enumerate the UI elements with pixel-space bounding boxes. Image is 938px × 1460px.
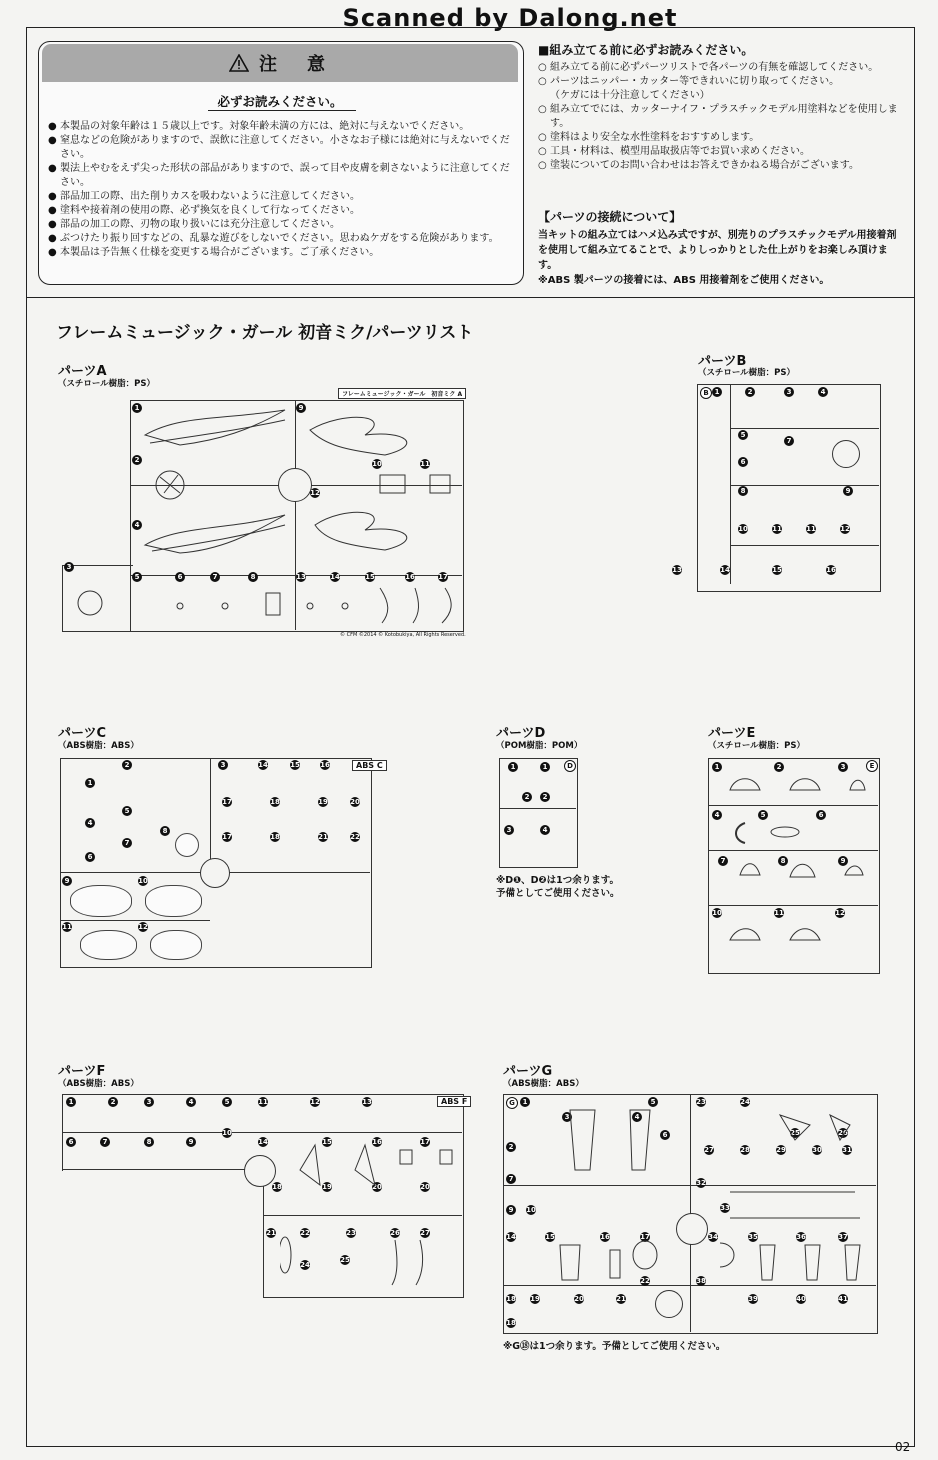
runner-g-gate-ring	[676, 1213, 708, 1245]
circle-bullet-icon: ○	[538, 132, 547, 143]
part-c-18b: 18	[270, 833, 280, 841]
part-g-6: 6	[660, 1130, 670, 1140]
runner-a-copyright: © CFM ©2014 © Kotobukiya, All Rights Reserved.	[340, 632, 466, 638]
read-first-item-text: 工具・材料は、模型用品取扱店等でお買い求めください。	[550, 146, 810, 157]
part-e-8: 8	[778, 856, 788, 866]
bullet-icon: ●	[48, 135, 57, 146]
runner-g-left-parts	[540, 1100, 680, 1320]
runner-c-abs: ABS	[356, 761, 375, 770]
runner-b-label: パーツB	[698, 354, 747, 369]
part-f-13: 13	[362, 1098, 372, 1106]
part-c-9: 9	[62, 876, 72, 886]
part-g-27: 27	[704, 1146, 714, 1154]
part-e-2: 2	[774, 762, 784, 772]
part-g-28: 28	[740, 1146, 750, 1154]
part-g-17: 17	[640, 1233, 650, 1241]
read-first-item-text: 組み立てる前に必ずパーツリストで各パーツの有無を確認してください。	[550, 62, 879, 73]
part-c-18: 18	[270, 798, 280, 806]
watermark: Scanned by Dalong.net	[342, 4, 678, 32]
runner-b-sprue-2	[730, 485, 879, 486]
part-a-10: 10	[372, 460, 382, 468]
part-a-15: 15	[365, 573, 375, 581]
part-a-9: 9	[296, 403, 306, 413]
read-first-item-text: 組み立てでには、カッターナイフ・プラスチックモデル用塗料などを使用します。	[550, 104, 898, 129]
runner-c-part-round	[175, 833, 199, 857]
runner-e-label: パーツE	[708, 726, 756, 741]
caution-title: 注 意	[259, 54, 331, 75]
part-b-2: 2	[745, 387, 755, 397]
connection-title: 【パーツの接続について】	[538, 210, 682, 224]
part-d-4: 4	[540, 825, 550, 835]
runner-a-hair-right-parts	[305, 405, 455, 575]
part-a-4: 4	[132, 520, 142, 530]
caution-subtitle: 必ずお読みください。	[217, 94, 343, 109]
part-f-26: 26	[390, 1229, 400, 1237]
part-c-5: 5	[122, 806, 132, 816]
runner-d-label: パーツD	[496, 726, 546, 741]
part-c-21: 21	[318, 833, 328, 841]
part-g-21: 21	[616, 1295, 626, 1303]
runner-c-gate-ring	[200, 858, 230, 888]
part-g-2: 2	[506, 1142, 516, 1152]
runner-c-material: （ABS樹脂：ABS）	[58, 741, 139, 751]
part-e-10: 10	[712, 909, 722, 917]
bullet-icon: ●	[48, 205, 57, 216]
part-f-19: 19	[322, 1183, 332, 1191]
runner-f-label: パーツF	[58, 1064, 106, 1079]
runner-f-abs: ABS	[441, 1097, 460, 1106]
part-d-2: 2	[522, 792, 532, 802]
runner-c-abs-tag	[352, 760, 387, 771]
part-g-19: 19	[530, 1295, 540, 1303]
part-f-11: 11	[258, 1098, 268, 1106]
part-g-10: 10	[526, 1206, 536, 1214]
part-a-14: 14	[330, 573, 340, 581]
part-c-17b: 17	[222, 833, 232, 841]
top-divider	[26, 297, 915, 298]
part-f-20b: 20	[420, 1183, 430, 1191]
part-b-1: 1	[712, 387, 722, 397]
caution-item	[48, 162, 514, 190]
part-g-14: 14	[506, 1233, 516, 1241]
part-f-4: 4	[186, 1097, 196, 1107]
warning-icon	[229, 54, 249, 72]
caution-item	[48, 232, 514, 246]
part-g-25: 25	[790, 1129, 800, 1137]
part-e-12: 12	[835, 909, 845, 917]
part-g-39: 39	[748, 1295, 758, 1303]
part-f-2: 2	[108, 1097, 118, 1107]
part-g-18: 18	[506, 1295, 516, 1303]
circle-bullet-icon: ○	[538, 146, 547, 157]
part-c-6: 6	[85, 852, 95, 862]
caution-header	[42, 44, 518, 82]
circle-bullet-icon: ○	[538, 104, 547, 115]
runner-c-label: パーツC	[58, 726, 107, 741]
runner-a-tag-text: フレームミュージック・ガール 初音ミク	[342, 391, 456, 398]
part-a-11: 11	[420, 460, 430, 468]
part-g-5: 5	[648, 1097, 658, 1107]
read-first-item	[538, 75, 898, 103]
runner-d-letter: D	[564, 760, 576, 772]
runner-d-material: （POM樹脂：POM）	[496, 741, 583, 751]
runner-c-part-11	[80, 930, 137, 960]
connection-note: ※ABS 製パーツの接着には、ABS 用接着剤をご使用ください。	[538, 275, 830, 286]
runner-b-sprue-1	[730, 428, 879, 429]
runner-f-material: （ABS樹脂：ABS）	[58, 1079, 139, 1089]
part-b-8: 8	[738, 486, 748, 496]
page-number: 02	[895, 1440, 911, 1454]
read-first-title: ■組み立てる前に必ずお読みください。	[538, 43, 754, 57]
connection-section	[538, 208, 898, 288]
part-c-8: 8	[160, 826, 170, 836]
runner-g-letter: G	[506, 1097, 518, 1109]
part-f-24: 24	[300, 1261, 310, 1269]
read-first-item	[538, 131, 898, 145]
part-c-14: 14	[258, 761, 268, 769]
runner-a-hair-left-parts	[140, 405, 290, 575]
caution-item-text: 本製品の対象年齢は１５歳以上です。対象年齢未満の方には、絶対に与えないでください。	[60, 121, 470, 132]
part-f-7: 7	[100, 1137, 110, 1147]
part-f-3: 3	[144, 1097, 154, 1107]
circle-bullet-icon: ○	[538, 160, 547, 171]
runner-b-letter: B	[700, 387, 712, 399]
part-f-17: 17	[420, 1138, 430, 1146]
part-b-12: 12	[840, 525, 850, 533]
part-g-32: 32	[696, 1179, 706, 1187]
part-f-15: 15	[322, 1138, 332, 1146]
part-f-8: 8	[144, 1137, 154, 1147]
part-a-1: 1	[132, 403, 142, 413]
part-g-36: 36	[796, 1233, 806, 1241]
part-g-7: 7	[506, 1174, 516, 1184]
part-f-23: 23	[346, 1229, 356, 1237]
part-e-4: 4	[712, 810, 722, 820]
part-a-7: 7	[210, 572, 220, 582]
part-c-20: 20	[350, 798, 360, 806]
runner-d-sprue	[499, 808, 576, 809]
part-b-11b: 11	[806, 525, 816, 533]
part-g-15: 15	[545, 1233, 555, 1241]
part-g-34: 34	[708, 1233, 718, 1241]
runner-c-letter: C	[376, 761, 383, 770]
part-c-1: 1	[85, 778, 95, 788]
part-e-7: 7	[718, 856, 728, 866]
part-a-5: 5	[132, 572, 142, 582]
runner-g-right-parts	[720, 1100, 870, 1320]
part-c-10: 10	[138, 877, 148, 885]
part-b-16: 16	[826, 566, 836, 574]
read-first-item	[538, 159, 898, 173]
runner-b-frame	[697, 384, 881, 592]
parts-list-title: フレームミュージック・ガール 初音ミク/パーツリスト	[56, 323, 474, 343]
part-e-11: 11	[774, 909, 784, 917]
part-b-14: 14	[720, 566, 730, 574]
part-d-1: 1	[508, 762, 518, 772]
part-g-41: 41	[838, 1295, 848, 1303]
part-b-9: 9	[843, 486, 853, 496]
runner-f-parts	[280, 1140, 455, 1290]
runner-e-material: （スチロール樹脂：PS）	[708, 741, 806, 751]
part-b-11: 11	[772, 525, 782, 533]
part-b-6: 6	[738, 457, 748, 467]
bullet-icon: ●	[48, 191, 57, 202]
part-b-10: 10	[738, 525, 748, 533]
caution-item	[48, 134, 514, 162]
part-c-12: 12	[138, 923, 148, 931]
part-g-4: 4	[632, 1112, 642, 1122]
part-g-1: 1	[520, 1097, 530, 1107]
caution-list	[48, 120, 514, 260]
part-f-25: 25	[340, 1256, 350, 1264]
part-g-16: 16	[600, 1233, 610, 1241]
runner-b-material: （スチロール樹脂：PS）	[698, 368, 796, 378]
read-first-list	[538, 61, 898, 173]
part-f-18: 18	[272, 1183, 282, 1191]
runner-c-part-12	[150, 930, 202, 960]
runner-b-sprue-3	[730, 545, 879, 546]
runner-c-part-9	[70, 885, 132, 917]
read-first-item-text: パーツはニッパー・カッター等できれいに切り取ってください。 （ケガには十分注意してください）	[550, 76, 840, 101]
part-g-35: 35	[748, 1233, 758, 1241]
read-first-item-text: 塗装についてのお問い合わせはお答えできかねる場合がございます。	[550, 160, 859, 171]
part-c-17: 17	[222, 798, 232, 806]
part-b-7: 7	[784, 436, 794, 446]
part-e-9: 9	[838, 856, 848, 866]
part-a-12: 12	[310, 489, 320, 497]
part-c-19: 19	[318, 798, 328, 806]
caution-item	[48, 246, 514, 260]
runner-c-part-10	[145, 885, 202, 917]
part-b-13: 13	[672, 566, 682, 574]
part-f-20: 20	[372, 1183, 382, 1191]
bullet-icon: ●	[48, 163, 57, 174]
part-f-21: 21	[266, 1229, 276, 1237]
runner-a-letter: A	[457, 391, 463, 398]
part-e-3: 3	[838, 762, 848, 772]
part-d-3: 3	[504, 825, 514, 835]
read-first-section	[538, 41, 898, 173]
runner-a-small-parts	[70, 578, 460, 628]
part-g-30: 30	[812, 1146, 822, 1154]
runner-e-parts	[725, 765, 870, 965]
part-f-9: 9	[186, 1137, 196, 1147]
part-g-3: 3	[562, 1112, 572, 1122]
runner-a-material: （スチロール樹脂：PS）	[58, 379, 156, 389]
runner-c-sprue-v	[210, 758, 211, 873]
runner-f-frame-step	[62, 1169, 263, 1170]
part-e-5: 5	[758, 810, 768, 820]
runner-a-tag	[338, 388, 466, 399]
part-g-18b: 18	[506, 1319, 516, 1327]
part-g-22: 22	[640, 1277, 650, 1285]
connection-body: 当キットの組み立てはハメ込み式ですが、別売りのプラスチックモデル用接着剤を使用して組み立てることで、よりしっかりとした仕上がりをお楽しみ頂けます。	[538, 230, 897, 271]
part-a-8: 8	[248, 572, 258, 582]
part-g-24: 24	[740, 1098, 750, 1106]
part-f-27: 27	[420, 1229, 430, 1237]
part-b-3: 3	[784, 387, 794, 397]
part-g-26: 26	[838, 1129, 848, 1137]
caution-item-text: 部品加工の際、出た削りカスを吸わないように注意してください。	[60, 191, 360, 202]
part-c-2: 2	[122, 760, 132, 770]
part-g-33: 33	[720, 1204, 730, 1212]
part-c-4: 4	[85, 818, 95, 828]
read-first-item-text: 塗料はより安全な水性塗料をおすすめします。	[550, 132, 760, 143]
part-c-3: 3	[218, 760, 228, 770]
part-f-22: 22	[300, 1229, 310, 1237]
caution-item-text: ぶつけたり振り回すなどの、乱暴な遊びをしないでください。思わぬケガをする危険があります。	[60, 233, 499, 244]
runner-d-note: ※D❶、D❷は1つ余ります。 予備としてご使用ください。	[496, 875, 620, 899]
part-a-17: 17	[438, 573, 448, 581]
bullet-icon: ●	[48, 219, 57, 230]
part-g-31: 31	[842, 1146, 852, 1154]
runner-g-label: パーツG	[503, 1064, 553, 1079]
part-a-2: 2	[132, 455, 142, 465]
part-g-23: 23	[696, 1098, 706, 1106]
part-g-37: 37	[838, 1233, 848, 1241]
caution-item-text: 窒息などの危険がありますので、誤飲に注意してください。小さなお子様には絶対に与えないでください。	[60, 135, 510, 160]
part-f-16: 16	[372, 1138, 382, 1146]
part-c-15: 15	[290, 761, 300, 769]
part-c-16: 16	[320, 761, 330, 769]
part-a-3: 3	[64, 562, 74, 572]
runner-g-material: （ABS樹脂：ABS）	[503, 1079, 584, 1089]
runner-b-ring-part	[832, 440, 860, 468]
part-f-1: 1	[66, 1097, 76, 1107]
part-g-38: 38	[696, 1277, 706, 1285]
part-a-6: 6	[175, 572, 185, 582]
part-d-1b: 1	[540, 762, 550, 772]
runner-f-sprue-1	[62, 1132, 462, 1133]
caution-item-text: 塗料や接着剤の使用の際、必ず換気を良くして行なってください。	[60, 205, 360, 216]
bullet-icon: ●	[48, 121, 57, 132]
circle-bullet-icon: ○	[538, 76, 547, 87]
part-d-2b: 2	[540, 792, 550, 802]
part-c-22: 22	[350, 833, 360, 841]
caution-subtitle-underline	[208, 110, 356, 111]
part-e-1: 1	[712, 762, 722, 772]
runner-e-letter: E	[866, 760, 878, 772]
caution-item-text: 部品の加工の際、刃物の取り扱いには充分注意してください。	[60, 219, 340, 230]
part-g-20: 20	[574, 1295, 584, 1303]
runner-f-abs-tag	[437, 1096, 471, 1107]
read-first-item	[538, 103, 898, 131]
part-a-13: 13	[296, 573, 306, 581]
part-f-12: 12	[310, 1098, 320, 1106]
runner-f-letter: F	[461, 1097, 468, 1106]
caution-item	[48, 120, 514, 134]
caution-item	[48, 190, 514, 204]
part-b-15: 15	[772, 566, 782, 574]
runner-g-note: ※G⑱は1つ余ります。予備としてご使用ください。	[503, 1341, 726, 1352]
runner-a-label: パーツA	[58, 364, 107, 379]
caution-item	[48, 204, 514, 218]
part-f-14: 14	[258, 1138, 268, 1146]
part-g-40: 40	[796, 1295, 806, 1303]
bullet-icon: ●	[48, 247, 57, 258]
part-f-6: 6	[66, 1137, 76, 1147]
caution-item-text: 本製品は予告無く仕様を変更する場合がございます。ご了承ください。	[60, 247, 380, 258]
read-first-item	[538, 61, 898, 75]
caution-item-text: 製法上やむをえず尖った形状の部品がありますので、誤って目や皮膚を刺さないように注意してください。	[60, 163, 510, 188]
part-e-6: 6	[816, 810, 826, 820]
bullet-icon: ●	[48, 233, 57, 244]
part-g-29: 29	[776, 1146, 786, 1154]
circle-bullet-icon: ○	[538, 62, 547, 73]
part-b-5: 5	[738, 430, 748, 440]
runner-d-frame	[499, 758, 578, 868]
part-a-16: 16	[405, 573, 415, 581]
part-f-5: 5	[222, 1097, 232, 1107]
part-c-7: 7	[122, 838, 132, 848]
runner-c-sprue-2	[60, 920, 210, 921]
caution-item	[48, 218, 514, 232]
part-b-4: 4	[818, 387, 828, 397]
part-g-9: 9	[506, 1205, 516, 1215]
read-first-item	[538, 145, 898, 159]
runner-b-sprue-v	[730, 384, 731, 584]
part-f-10: 10	[222, 1129, 232, 1137]
part-c-11: 11	[62, 923, 72, 931]
